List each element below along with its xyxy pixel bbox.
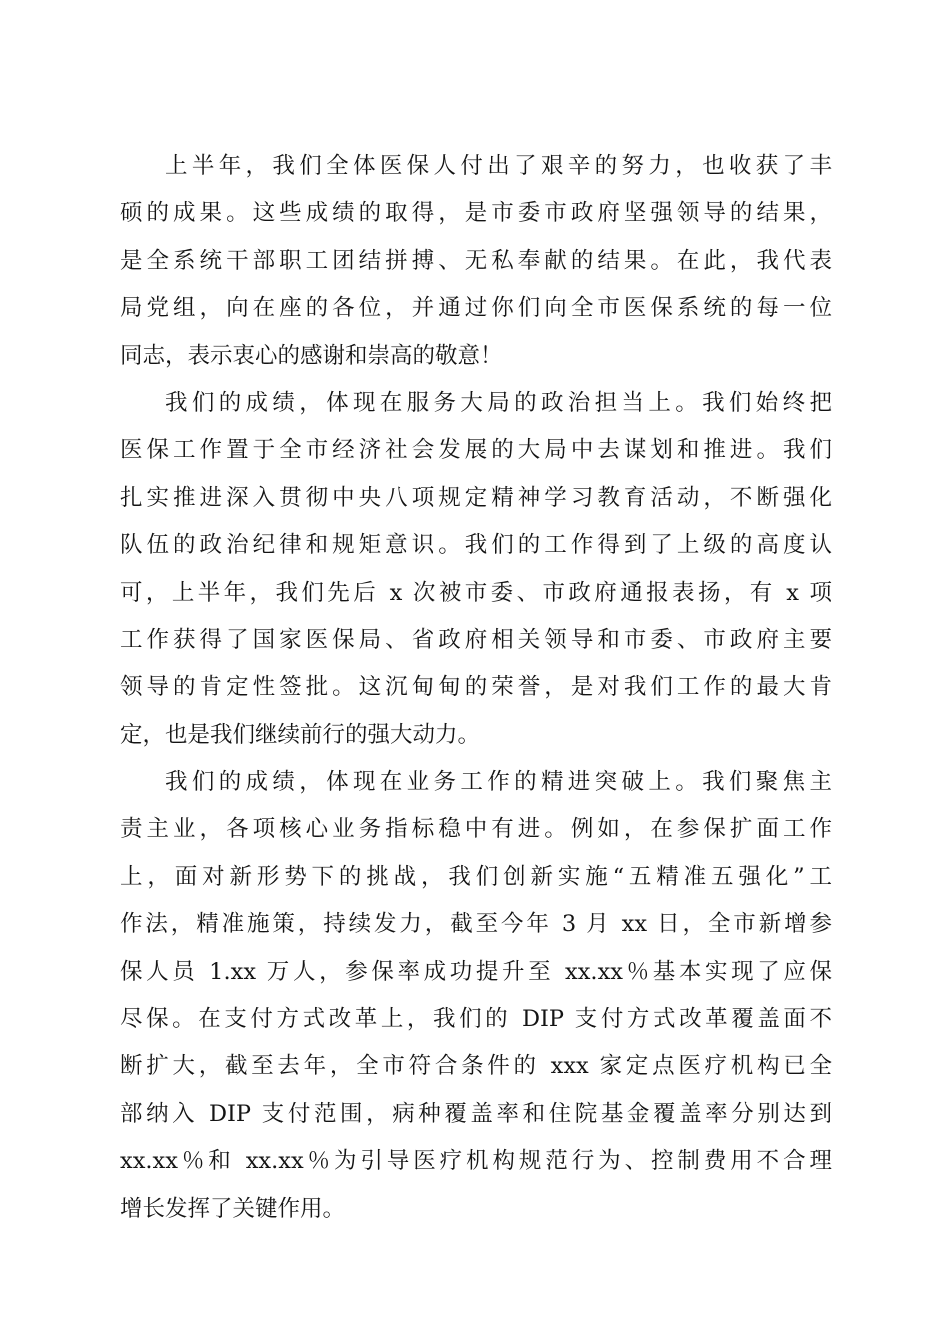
paragraph-3-line-10: 增长发挥了关键作用。 [120,1195,346,1222]
document-body [120,143,832,1233]
paragraph-2-line-5: 可，上半年，我们先后 x 次被市委、市政府通报表扬，有 x 项 [120,579,832,606]
paragraph-3-line-2: 责主业，各项核心业务指标稳中有进。例如，在参保扩面工作 [120,816,832,843]
paragraph-2-line-1: 我们的成绩，体现在服务大局的政治担当上。我们始终把 [165,389,832,416]
paragraph-1-line-1: 上半年，我们全体医保人付出了艰辛的努力，也收获了丰 [165,153,832,179]
paragraph-3-line-8: 部纳入 DIP 支付范围，病种覆盖率和住院基金覆盖率分别达到 [120,1100,832,1127]
paragraph-2-line-7: 领导的肯定性签批。这沉甸甸的荣誉，是对我们工作的最大肯 [120,674,832,701]
paragraph-3-line-4: 作法，精准施策，持续发力，截至今年 3 月 xx 日，全市新增参 [120,911,832,938]
paragraph-3-line-9: xx.xx％和 xx.xx％为引导医疗机构规范行为、控制费用不合理 [120,1148,832,1175]
paragraph-3-line-5: 保人员 1.xx 万人，参保率成功提升至 xx.xx％基本实现了应保 [120,958,832,985]
paragraph-2-line-4: 队伍的政治纪律和规矩意识。我们的工作得到了上级的高度认 [120,532,832,559]
paragraph-1-line-2: 硕的成果。这些成绩的取得，是市委市政府坚强领导的结果， [120,200,832,227]
paragraph-3-line-6: 尽保。在支付方式改革上，我们的 DIP 支付方式改革覆盖面不 [120,1006,832,1033]
paragraph-2-line-2: 医保工作置于全市经济社会发展的大局中去谋划和推进。我们 [120,437,832,464]
paragraph-1-line-3: 是全系统干部职工团结拼搏、无私奉献的结果。在此，我代表 [120,247,832,274]
paragraph-2-line-3: 扎实推进深入贯彻中央八项规定精神学习教育活动，不断强化 [120,484,832,511]
paragraph-1-line-4: 局党组，向在座的各位，并通过你们向全市医保系统的每一位 [120,295,832,322]
paragraph-2-line-8: 定，也是我们继续前行的强大动力。 [120,721,481,748]
paragraph-3-line-3: 上，面对新形势下的挑战，我们创新实施“五精准五强化”工 [120,863,832,890]
paragraph-3-line-7: 断扩大，截至去年，全市符合条件的 xxx 家定点医疗机构已全 [120,1053,832,1080]
paragraph-1-line-5: 同志，表示衷心的感谢和崇高的敬意！ [120,342,503,369]
paragraph-3-line-1: 我们的成绩，体现在业务工作的精进突破上。我们聚焦主 [165,769,832,796]
paragraph-2-line-6: 工作获得了国家医保局、省政府相关领导和市委、市政府主要 [120,626,832,653]
